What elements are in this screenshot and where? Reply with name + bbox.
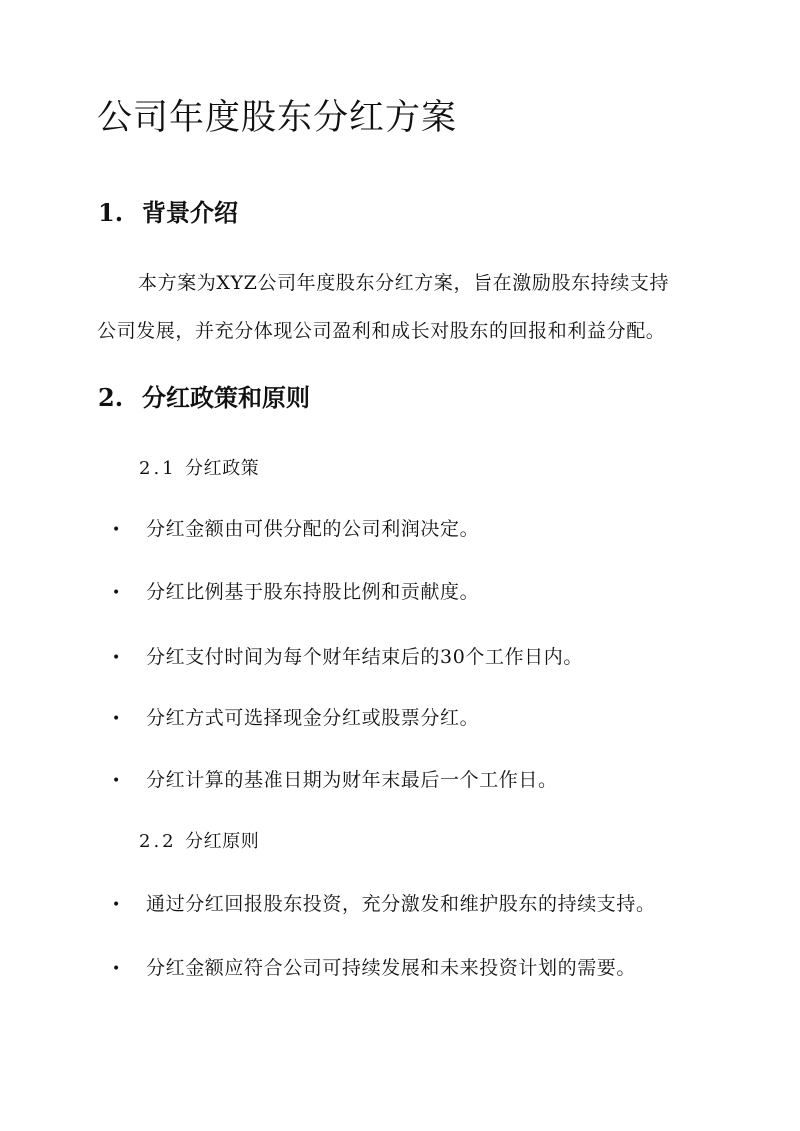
list-item-text: 分红金额由可供分配的公司利润决定。 [146, 518, 480, 540]
section-title: 分红政策和原则 [142, 383, 310, 412]
bullet-icon: • [112, 897, 121, 913]
subsection-heading-policy [139, 455, 259, 483]
list-item [112, 889, 656, 920]
subsection-number: 2.2 [139, 831, 177, 852]
list-item [112, 703, 479, 734]
list-item-text: 分红计算的基准日期为财年末最后一个工作日。 [146, 769, 558, 791]
subsection-number: 2.1 [139, 458, 177, 479]
list-item [112, 642, 583, 673]
list-item [112, 514, 479, 545]
subsection-title: 分红政策 [185, 458, 260, 479]
list-item-text: 分红金额应符合公司可持续发展和未来投资计划的需要。 [146, 957, 637, 979]
section-number: 2. [98, 383, 124, 412]
bullet-icon: • [112, 650, 121, 666]
bullet-icon: • [112, 585, 121, 601]
list-item-text: 分红比例基于股东持股比例和贡献度。 [146, 581, 480, 603]
subsection-title: 分红原则 [185, 831, 260, 852]
paragraph-line: 公司发展，并充分体现公司盈利和成长对股东的回报和利益分配。 [97, 320, 666, 342]
subsection-heading-principles [139, 828, 259, 856]
bullet-icon: • [112, 961, 121, 977]
list-item-text: 分红支付时间为每个财年结束后的30个工作日内。 [146, 646, 583, 668]
bullet-icon: • [112, 522, 121, 538]
section-heading-background [98, 196, 238, 230]
list-item-text: 分红方式可选择现金分红或股票分红。 [146, 707, 480, 729]
list-item-text: 通过分红回报股东投资，充分激发和维护股东的持续支持。 [146, 893, 656, 915]
bullet-icon: • [112, 711, 121, 727]
section-title: 背景介绍 [142, 198, 238, 227]
list-item [112, 577, 479, 608]
list-item [112, 953, 636, 984]
paragraph-line: 本方案为XYZ公司年度股东分红方案，旨在激励股东持续支持 [138, 272, 670, 294]
section-heading-dividend-policy-principles [98, 381, 310, 415]
section-number: 1. [98, 198, 124, 227]
document-title: 公司年度股东分红方案 [97, 98, 458, 138]
list-item [112, 765, 558, 796]
bullet-icon: • [112, 773, 121, 789]
